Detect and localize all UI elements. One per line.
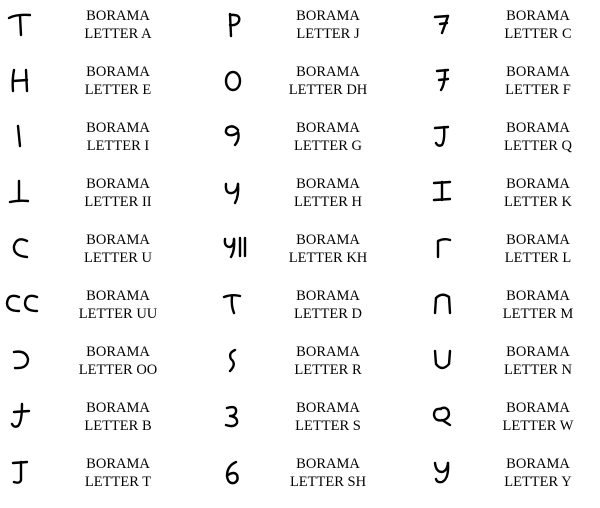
letter-name-line1: BORAMA <box>296 176 360 192</box>
letter-cell-w <box>420 392 600 448</box>
letter-name-line1: BORAMA <box>506 288 570 304</box>
letter-name-line2: LETTER DH <box>288 82 368 98</box>
borama-g-icon <box>210 112 260 168</box>
letter-name-line2: LETTER H <box>293 194 363 210</box>
borama-e-icon <box>0 56 50 112</box>
letter-name-line1: BORAMA <box>86 232 150 248</box>
letter-cell-b <box>0 392 200 448</box>
borama-kh-icon <box>210 224 260 280</box>
letter-name-line2: LETTER K <box>503 194 573 210</box>
letter-name-line1: BORAMA <box>506 176 570 192</box>
letter-cell-c <box>420 0 600 56</box>
letter-cell-j <box>210 0 410 56</box>
letter-name-line1: BORAMA <box>296 232 360 248</box>
letter-name-line2: LETTER F <box>505 82 571 98</box>
letter-name-line2: LETTER M <box>502 306 574 322</box>
borama-dh-icon <box>210 56 260 112</box>
letter-name-line2: LETTER E <box>84 82 152 98</box>
letter-name-line1: BORAMA <box>86 344 150 360</box>
letter-name-line2: LETTER U <box>83 250 153 266</box>
borama-s-icon <box>210 392 260 448</box>
letter-name-line1: BORAMA <box>296 344 360 360</box>
letter-name-line1: BORAMA <box>86 400 150 416</box>
letter-name-line1: BORAMA <box>86 176 150 192</box>
letter-cell-n <box>420 336 600 392</box>
letter-name-line2: LETTER R <box>294 362 362 378</box>
letter-name-line1: BORAMA <box>86 8 150 24</box>
letter-cell-q <box>420 112 600 168</box>
borama-i-icon <box>0 112 50 168</box>
borama-oo-icon <box>0 336 50 392</box>
letter-column-2 <box>210 0 410 508</box>
borama-t-icon <box>0 448 50 504</box>
letter-name-line1: BORAMA <box>86 120 150 136</box>
letter-cell-m <box>420 280 600 336</box>
letter-cell-g <box>210 112 410 168</box>
letter-cell-l <box>420 224 600 280</box>
borama-uu-icon <box>0 280 50 336</box>
borama-n-icon <box>420 336 470 392</box>
letter-name-line1: BORAMA <box>506 344 570 360</box>
letter-cell-t <box>0 448 200 504</box>
letter-name-line1: BORAMA <box>506 232 570 248</box>
letter-name-line1: BORAMA <box>506 456 570 472</box>
letter-name-line2: LETTER W <box>502 418 574 434</box>
borama-b-icon <box>0 392 50 448</box>
letter-cell-kh <box>210 224 410 280</box>
borama-r-icon <box>210 336 260 392</box>
letter-name-line2: LETTER Y <box>504 474 572 490</box>
letter-cell-y <box>420 448 600 504</box>
letter-cell-sh <box>210 448 410 504</box>
borama-l-icon <box>420 224 470 280</box>
borama-c-icon <box>420 0 470 56</box>
letter-column-1 <box>0 0 200 508</box>
letter-name-line2: LETTER S <box>295 418 361 434</box>
letter-name-line1: BORAMA <box>296 400 360 416</box>
borama-y-icon <box>420 448 470 504</box>
borama-m-icon <box>420 280 470 336</box>
letter-cell-r <box>210 336 410 392</box>
letter-name-line2: LETTER L <box>504 250 572 266</box>
borama-k-icon <box>420 168 470 224</box>
letter-name-line2: LETTER KH <box>288 250 368 266</box>
letter-cell-s <box>210 392 410 448</box>
letter-name-line1: BORAMA <box>506 400 570 416</box>
letter-name-line1: BORAMA <box>506 120 570 136</box>
letter-name-line2: LETTER UU <box>78 306 158 322</box>
borama-j-icon <box>210 0 260 56</box>
letter-cell-e <box>0 56 200 112</box>
letter-name-line1: BORAMA <box>296 456 360 472</box>
letter-cell-a <box>0 0 200 56</box>
letter-cell-f <box>420 56 600 112</box>
letter-cell-uu <box>0 280 200 336</box>
borama-u-icon <box>0 224 50 280</box>
letter-name-line1: BORAMA <box>296 288 360 304</box>
letter-name-line1: BORAMA <box>296 8 360 24</box>
letter-name-line1: BORAMA <box>86 288 150 304</box>
letter-cell-i <box>0 112 200 168</box>
letter-name-line1: BORAMA <box>506 64 570 80</box>
borama-f-icon <box>420 56 470 112</box>
letter-name-line1: BORAMA <box>86 64 150 80</box>
letter-name-line2: LETTER B <box>84 418 152 434</box>
letter-name-line2: LETTER C <box>504 26 572 42</box>
letter-cell-k <box>420 168 600 224</box>
letter-cell-dh <box>210 56 410 112</box>
letter-name-line2: LETTER Q <box>503 138 573 154</box>
letter-name-line1: BORAMA <box>296 120 360 136</box>
letter-cell-oo <box>0 336 200 392</box>
letter-column-3 <box>420 0 600 508</box>
letter-name-line2: LETTER T <box>84 474 152 490</box>
letter-name-line2: LETTER I <box>86 138 150 154</box>
borama-q-icon <box>420 112 470 168</box>
letter-name-line2: LETTER OO <box>78 362 158 378</box>
borama-ii-icon <box>0 168 50 224</box>
letter-cell-d <box>210 280 410 336</box>
letter-name-line1: BORAMA <box>296 64 360 80</box>
letter-name-line1: BORAMA <box>86 456 150 472</box>
letter-name-line1: BORAMA <box>506 8 570 24</box>
letter-name-line2: LETTER A <box>84 26 152 42</box>
borama-d-icon <box>210 280 260 336</box>
letter-name-line2: LETTER N <box>503 362 573 378</box>
letter-name-line2: LETTER II <box>84 194 152 210</box>
letter-name-line2: LETTER G <box>293 138 363 154</box>
borama-h-icon <box>210 168 260 224</box>
letter-cell-ii <box>0 168 200 224</box>
borama-w-icon <box>420 392 470 448</box>
borama-a-icon <box>0 0 50 56</box>
borama-sh-icon <box>210 448 260 504</box>
letter-name-line2: LETTER J <box>296 26 360 42</box>
letter-name-line2: LETTER SH <box>289 474 367 490</box>
letter-cell-h <box>210 168 410 224</box>
letter-name-line2: LETTER D <box>293 306 363 322</box>
letter-cell-u <box>0 224 200 280</box>
